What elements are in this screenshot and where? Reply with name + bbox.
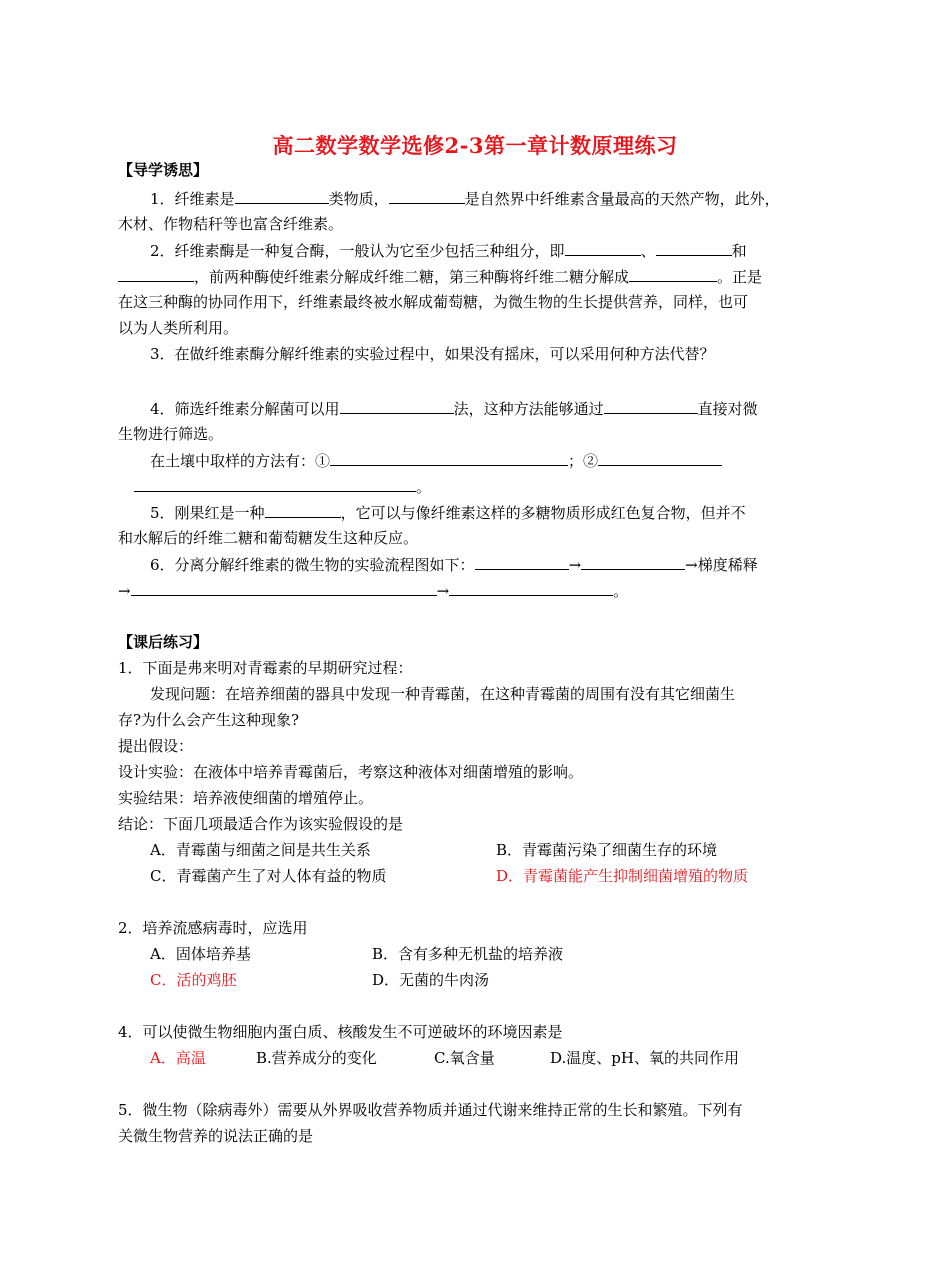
q4-blank-5[interactable] [134, 474, 416, 492]
practice-2-option-c-answer: C．活的鸡胚 [150, 971, 237, 989]
q6-end: 。 [613, 582, 629, 600]
practice-2-option-d: D．无菌的牛肉汤 [372, 971, 490, 989]
q5-text-a: 刚果红是一种 [174, 504, 265, 522]
practice-4-option-a-answer: A．高温 [150, 1049, 206, 1067]
practice-1-line6: 结论：下面几项最适合作为该实验假设的是 [118, 815, 404, 833]
practice-5-line1: 5．微生物（除病毒外）需要从外界吸收营养物质并通过代谢来维持正常的生长和繁殖。下列有 [118, 1101, 743, 1119]
practice-5-line2: 关微生物营养的说法正确的是 [118, 1127, 314, 1145]
q2-text-c: 。正是 [717, 268, 763, 286]
practice-1-line1: 发现问题：在培养细菌的器具中发现一种青霉菌，在这种青霉菌的周围有没有其它细菌生 [150, 685, 736, 703]
practice-1-option-b: B．青霉菌污染了细菌生存的环境 [496, 841, 718, 859]
q6-blank-2[interactable] [581, 552, 685, 570]
q2-blank-4[interactable] [629, 264, 717, 282]
q4-blank-3[interactable] [330, 448, 568, 466]
q4-blank-4[interactable] [598, 448, 722, 466]
q6-arrow-2: → [685, 556, 698, 574]
q1-text-c: 是自然界中纤维素含量最高的天然产物，此外， [464, 190, 780, 208]
practice-1-line3: 提出假设： [118, 737, 194, 755]
guide-q4-line3 [150, 448, 722, 473]
practice-4-option-c: C.氧含量 [434, 1049, 495, 1067]
guide-q2-line4: 以为人类所利用。 [118, 319, 239, 337]
q2-blank-1[interactable] [565, 238, 641, 256]
practice-4-stem: 4．可以使微生物细胞内蛋白质、核酸发生不可逆破坏的环境因素是 [118, 1023, 563, 1041]
practice-4-option-b: B.营养成分的变化 [256, 1049, 377, 1067]
practice-1-option-c: C．青霉菌产生了对人体有益的物质 [150, 867, 387, 885]
practice-4-option-d: D.温度、pH、氧的共同作用 [550, 1049, 739, 1067]
practice-2-option-b: B．含有多种无机盐的培养液 [372, 945, 564, 963]
guide-q4-line4 [134, 474, 431, 499]
practice-1-line2: 存?为什么会产生这种现象? [118, 711, 300, 729]
q4-number: 4． [150, 400, 175, 418]
q4-blank-2[interactable] [604, 396, 698, 414]
guide-q3-line1 [150, 342, 715, 366]
q6-blank-3[interactable] [131, 578, 437, 596]
guide-q5-line2: 和水解后的纤维二糖和葡萄糖发生这种反应。 [118, 529, 419, 547]
q4-text-b: 法，这种方法能够通过 [453, 400, 604, 418]
q4-text-c: 直接对微 [697, 400, 758, 418]
q5-text-b: ，它可以与像纤维素这样的多糖物质形成红色复合物，但并不 [340, 504, 746, 522]
q4-text-e: 在土壤中取样的方法有：① [150, 452, 331, 470]
q1-text-a: 纤维素是 [174, 190, 235, 208]
q4-text-a: 筛选纤维素分解菌可以用 [174, 400, 340, 418]
q2-blank-2[interactable] [656, 238, 732, 256]
q6-blank-1[interactable] [475, 552, 569, 570]
guide-q2-line1 [150, 238, 747, 263]
practice-1-option-a: A．青霉菌与细菌之间是共生关系 [150, 841, 371, 859]
guide-q2-line3: 在这三种酶的协同作用下，纤维素最终被水解成葡萄糖，为微生物的生长提供营养，同样，也可 [118, 293, 749, 311]
q1-blank-2[interactable] [389, 186, 465, 204]
q1-text-b: 类物质， [328, 190, 389, 208]
practice-1-line4: 设计实验：在液体中培养青霉菌后，考察这种液体对细菌增殖的影响。 [118, 763, 584, 781]
q3-number: 3． [150, 345, 175, 363]
q5-blank-1[interactable] [265, 500, 341, 518]
guide-q4-line1 [150, 396, 758, 421]
section-heading-guide: 【导学诱思】 [118, 161, 209, 179]
q3-text: 在做纤维素酶分解纤维素的实验过程中，如果没有摇床，可以采用何种方法代替？ [174, 345, 715, 363]
q1-number: 1． [150, 190, 175, 208]
practice-2-option-a: A．固体培养基 [150, 945, 251, 963]
q1-blank-1[interactable] [235, 186, 329, 204]
q4-text-g: 。 [416, 478, 432, 496]
practice-1-line5: 实验结果：培养液使细菌的增殖停止。 [118, 789, 374, 807]
guide-q2-line2 [118, 264, 762, 289]
guide-q5-line1 [150, 500, 746, 525]
q6-arrow-3: → [118, 582, 131, 600]
practice-2-stem: 2．培养流感病毒时，应选用 [118, 919, 308, 937]
q5-number: 5． [150, 504, 175, 522]
q6-arrow-4: → [436, 582, 450, 600]
q2-blank-3[interactable] [118, 264, 194, 282]
guide-q1-line2: 木材、作物秸秆等也富含纤维素。 [118, 215, 344, 233]
guide-q6-line2 [118, 578, 628, 603]
guide-q6-line1 [150, 552, 758, 577]
q6-number: 6． [150, 556, 175, 574]
practice-1-stem: 1．下面是弗来明对青霉素的早期研究过程： [118, 659, 413, 677]
q6-arrow-1: → [568, 556, 582, 574]
q2-sep: 、 [640, 242, 656, 260]
q2-and: 和 [731, 242, 747, 260]
guide-q1-line1 [150, 186, 780, 211]
q4-text-f: ；② [568, 452, 599, 470]
section-heading-practice: 【课后练习】 [118, 633, 209, 651]
guide-q4-line2: 生物进行筛选。 [118, 425, 224, 443]
q6-text-a: 分离分解纤维素的微生物的实验流程图如下： [174, 556, 475, 574]
q2-text-b: ，前两种酶使纤维素分解成纤维二糖，第三种酶将纤维二糖分解成 [194, 268, 630, 286]
practice-1-option-d-answer: D．青霉菌能产生抑制细菌增殖的物质 [496, 867, 749, 885]
q2-text-a: 纤维素酶是一种复合酶，一般认为它至少包括三种组分，即 [174, 242, 565, 260]
page-title: 高二数学数学选修2-3第一章计数原理练习 [272, 133, 678, 158]
q6-blank-4[interactable] [449, 578, 613, 596]
q4-blank-1[interactable] [340, 396, 454, 414]
q2-number: 2． [150, 242, 175, 260]
q6-text-b: 梯度稀释 [697, 556, 758, 574]
